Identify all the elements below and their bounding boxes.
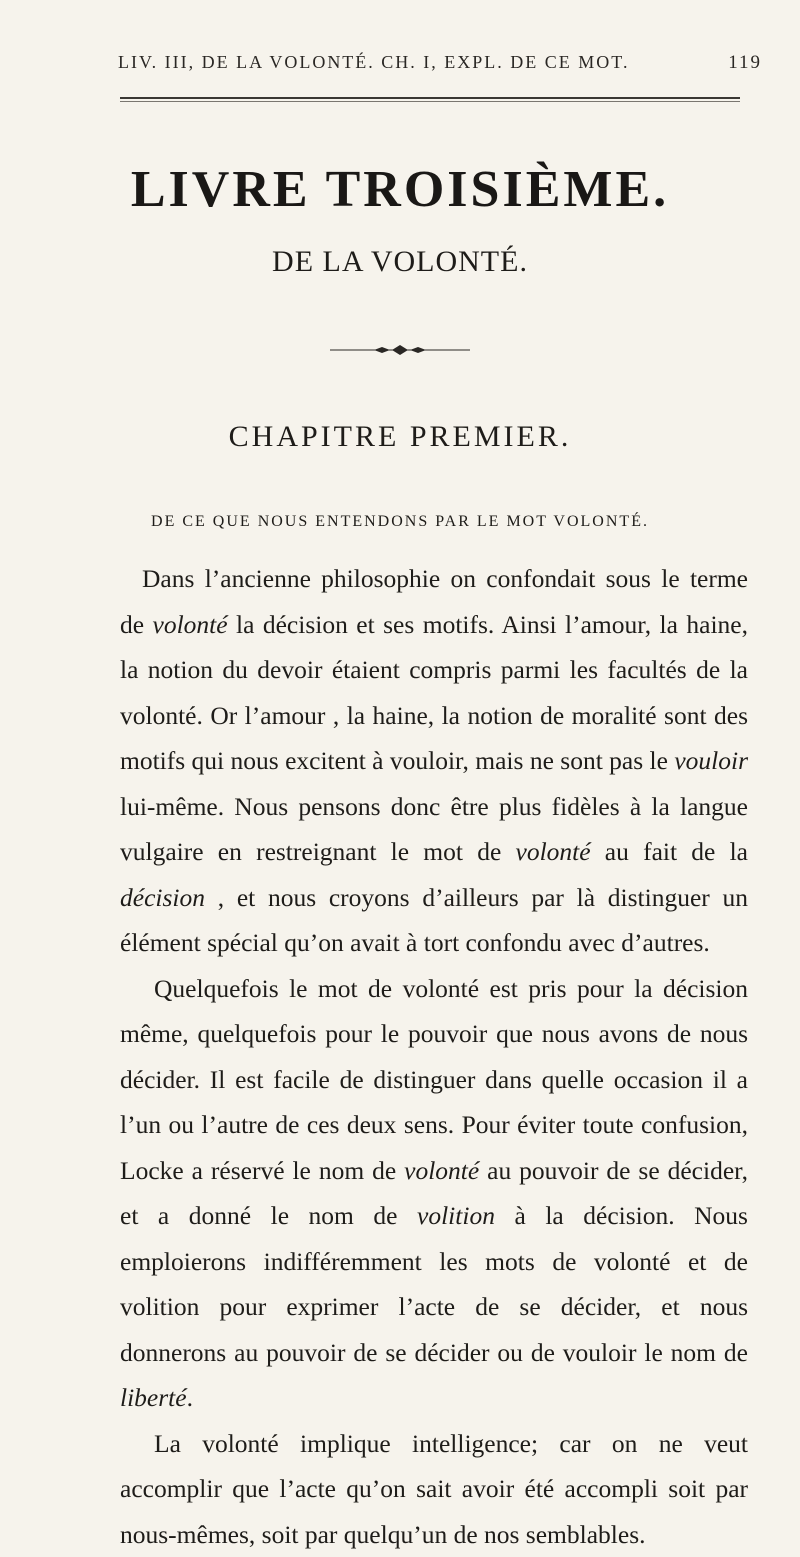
book-subtitle: DE LA VOLONTÉ. (0, 245, 800, 279)
italic-term: vouloir (674, 746, 748, 775)
italic-term: liberté (120, 1383, 187, 1412)
book-title: LIVRE TROISIÈME. (0, 160, 800, 219)
running-head-text: LIV. III, DE LA VOLONTÉ. CH. I, EXPL. DE CE MOT. (118, 52, 629, 72)
italic-term: décision (120, 883, 205, 912)
paragraph-text: au fait de la (591, 837, 748, 866)
paragraph-text: au pouvoir de se décider, et a donné le nom de (120, 1156, 748, 1231)
italic-term: volonté (153, 610, 228, 639)
paragraph-text: , et nous croyons d’ailleurs par là distinguer un élément spécial qu’on avait à tort confondu avec d’autres. (120, 883, 748, 958)
running-head (118, 52, 738, 73)
paragraph-text: . (187, 1383, 193, 1412)
italic-term: volition (417, 1201, 495, 1230)
paragraph (120, 556, 748, 966)
italic-term: volonté (516, 837, 591, 866)
paragraph-text: à la décision. Nous emploierons indifféremment les mots de volonté et de volition pour exprimer l’acte de se décider, et nous donnerons au pouvoir de se décider ou de vouloir le nom de (120, 1201, 748, 1367)
paragraph-text: Dans l’ancienne philosophie on confondait sous le terme de (120, 564, 748, 639)
paragraph (120, 966, 748, 1421)
chapter-title: CHAPITRE PREMIER. (0, 420, 800, 454)
paragraph-text: la décision et ses motifs. Ainsi l’amour, la haine, la notion du devoir étaient compris parmi les facultés de la volonté. Or l’amour , la haine, la notion de moralité sont des motifs qui nous excitent à vouloir, mais ne sont pas le (120, 610, 748, 776)
ornamental-divider-icon (330, 344, 470, 356)
header-rule-thin (120, 101, 740, 102)
page-number: 119 (728, 52, 762, 74)
paragraph-text: La volonté implique intelligence; car on ne veut accomplir que l’acte qu’on sait avoir été accompli soit par nous-mêmes, soit par quelqu’un de nos semblables. (120, 1429, 748, 1549)
header-rule (120, 97, 740, 99)
body-text (120, 556, 748, 1557)
italic-term: volonté (404, 1156, 479, 1185)
chapter-subtitle: DE CE QUE NOUS ENTENDONS PAR LE MOT VOLONTÉ. (0, 513, 800, 531)
paragraph-text: Quelquefois le mot de volonté est pris pour la décision même, quelquefois pour le pouvoir que nous avons de nous décider. Il est facile de distinguer dans quelle occasion il a l’un ou l’autre de ces deux sens. Pour éviter toute confusion, Locke a réservé le nom de (120, 974, 748, 1185)
paragraph (120, 1421, 748, 1557)
paragraph-text: lui-même. Nous pensons donc être plus fidèles à la langue vulgaire en restreignant le mot de (120, 792, 748, 867)
